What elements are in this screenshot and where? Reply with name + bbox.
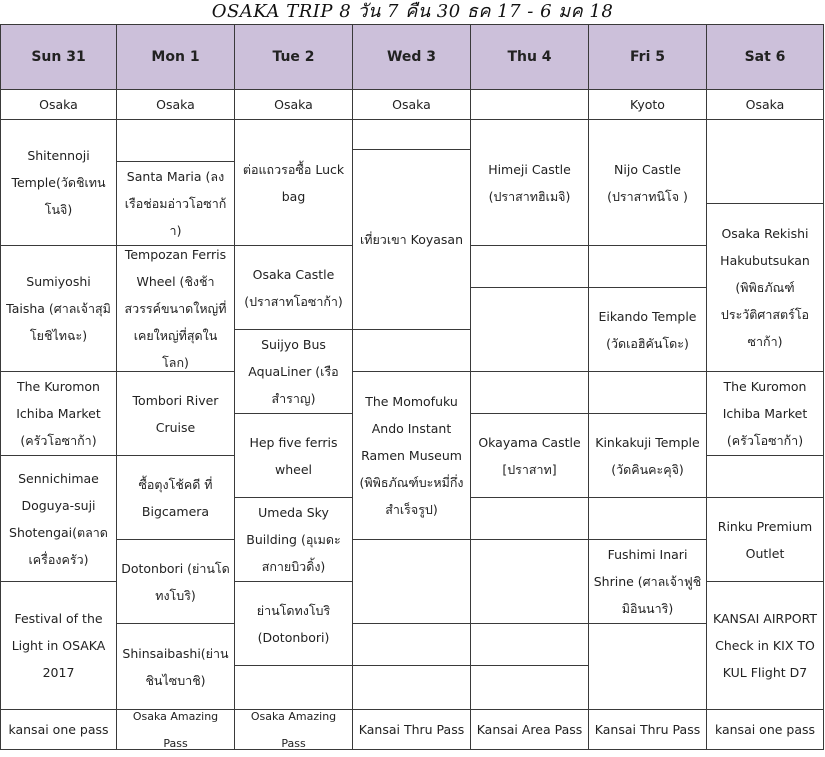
day-column-sat: [706, 24, 824, 750]
activity-cell: The Kuromon Ichiba Market (ครัวโอซาก้า): [0, 372, 116, 456]
activity-cell: Tombori River Cruise: [116, 372, 234, 456]
activity-cell: Okayama Castle [ปราสาท]: [470, 414, 588, 498]
activity-cell: Shinsaibashi(ย่านชินไซบาชิ): [116, 624, 234, 710]
day-header: Fri 5: [588, 24, 706, 90]
activity-cell: KANSAI AIRPORT Check in KIX TO KUL Flight D7: [706, 582, 824, 710]
activity-cell: The Momofuku Ando Instant Ramen Museum (พิพิธภัณฑ์บะหมี่กึ่งสำเร็จรูป): [352, 372, 470, 540]
day-column-fri: [588, 24, 706, 750]
activity-cell: [706, 456, 824, 498]
city-cell: Osaka: [706, 90, 824, 120]
city-cell: Osaka: [116, 90, 234, 120]
trip-title: OSAKA TRIP 8 วัน 7 คืน 30 ธค 17 - 6 มค 18: [211, 1, 614, 22]
day-header: Thu 4: [470, 24, 588, 90]
activity-cell: Santa Maria (ลงเรือช่อมอ่าวโอซาก้า): [116, 162, 234, 246]
day-header: Wed 3: [352, 24, 470, 90]
activity-cell: [470, 288, 588, 372]
activity-cell: Tempozan Ferris Wheel (ชิงช้าสวรรค์ขนาดใหญ่ที่เคยใหญ่ที่สุดในโลก): [116, 246, 234, 372]
activity-cell: [470, 540, 588, 624]
activity-cell: Fushimi Inari Shrine (ศาลเจ้าฟูชิมิอินนาริ): [588, 540, 706, 624]
activity-cell: [470, 666, 588, 710]
activity-cell: Dotonbori (ย่านโดทงโบริ): [116, 540, 234, 624]
activity-cell: [352, 666, 470, 710]
city-cell: Osaka: [0, 90, 116, 120]
activity-cell: Eikando Temple (วัดเอฮิคันโดะ): [588, 288, 706, 372]
activity-cell: Festival of the Light in OSAKA 2017: [0, 582, 116, 710]
activity-cell: [116, 120, 234, 162]
city-cell: Osaka: [352, 90, 470, 120]
activity-cell: Sumiyoshi Taisha (ศาลเจ้าสุมิโยชิไทฉะ): [0, 246, 116, 372]
activity-cell: [352, 624, 470, 666]
activity-cell: Nijo Castle (ปราสาทนิโจ ): [588, 120, 706, 246]
itinerary-table: [0, 24, 824, 750]
activity-cell: [470, 246, 588, 288]
activity-cell: [352, 540, 470, 624]
activity-cell: [588, 498, 706, 540]
activity-cell: Osaka Rekishi Hakubutsukan (พิพิธภัณฑ์ประวัติศาสตร์โอซาก้า): [706, 204, 824, 372]
activity-cell: ย่านโดทงโบริ (Dotonbori): [234, 582, 352, 666]
activity-cell: [588, 624, 706, 710]
activity-cell: Umeda Sky Building (อุเมดะสกายบิวดิ้ง): [234, 498, 352, 582]
day-column-thu: [470, 24, 588, 750]
activity-cell: Rinku Premium Outlet: [706, 498, 824, 582]
pass-cell: Osaka Amazing Pass: [116, 710, 234, 750]
pass-cell: Kansai Thru Pass: [352, 710, 470, 750]
day-column-tue: [234, 24, 352, 750]
activity-cell: Osaka Castle (ปราสาทโอซาก้า): [234, 246, 352, 330]
activity-cell: [352, 330, 470, 372]
pass-cell: kansai one pass: [706, 710, 824, 750]
activity-cell: [588, 372, 706, 414]
activity-cell: Himeji Castle (ปราสาทฮิเมจิ): [470, 120, 588, 246]
day-column-mon: [116, 24, 234, 750]
activity-cell: เที่ยวเขา Koyasan: [352, 150, 470, 330]
activity-cell: [352, 120, 470, 150]
day-header: Sun 31: [0, 24, 116, 90]
day-column-wed: [352, 24, 470, 750]
activity-cell: [470, 372, 588, 414]
day-header: Tue 2: [234, 24, 352, 90]
city-cell: [470, 90, 588, 120]
pass-cell: Osaka Amazing Pass: [234, 710, 352, 750]
activity-cell: The Kuromon Ichiba Market (ครัวโอซาก้า): [706, 372, 824, 456]
city-cell: Kyoto: [588, 90, 706, 120]
activity-cell: Kinkakuji Temple (วัดคินคะคุจิ): [588, 414, 706, 498]
activity-cell: [470, 498, 588, 540]
activity-cell: [588, 246, 706, 288]
activity-cell: Hep five ferris wheel: [234, 414, 352, 498]
activity-cell: Sennichimae Doguya-suji Shotengai(ตลาดเครื่องครัว): [0, 456, 116, 582]
day-header: Mon 1: [116, 24, 234, 90]
pass-cell: Kansai Area Pass: [470, 710, 588, 750]
activity-cell: [470, 624, 588, 666]
pass-cell: kansai one pass: [0, 710, 116, 750]
day-header: Sat 6: [706, 24, 824, 90]
pass-cell: Kansai Thru Pass: [588, 710, 706, 750]
day-column-sun: [0, 24, 116, 750]
activity-cell: Shitennoji Temple(วัดชิเทนโนจิ): [0, 120, 116, 246]
city-cell: Osaka: [234, 90, 352, 120]
activity-cell: [706, 120, 824, 204]
activity-cell: ต่อแถวรอซื้อ Luck bag: [234, 120, 352, 246]
activity-cell: ซื้อตุงโช้คดี ที่ Bigcamera: [116, 456, 234, 540]
activity-cell: Suijyo Bus AquaLiner (เรือสำราญ): [234, 330, 352, 414]
